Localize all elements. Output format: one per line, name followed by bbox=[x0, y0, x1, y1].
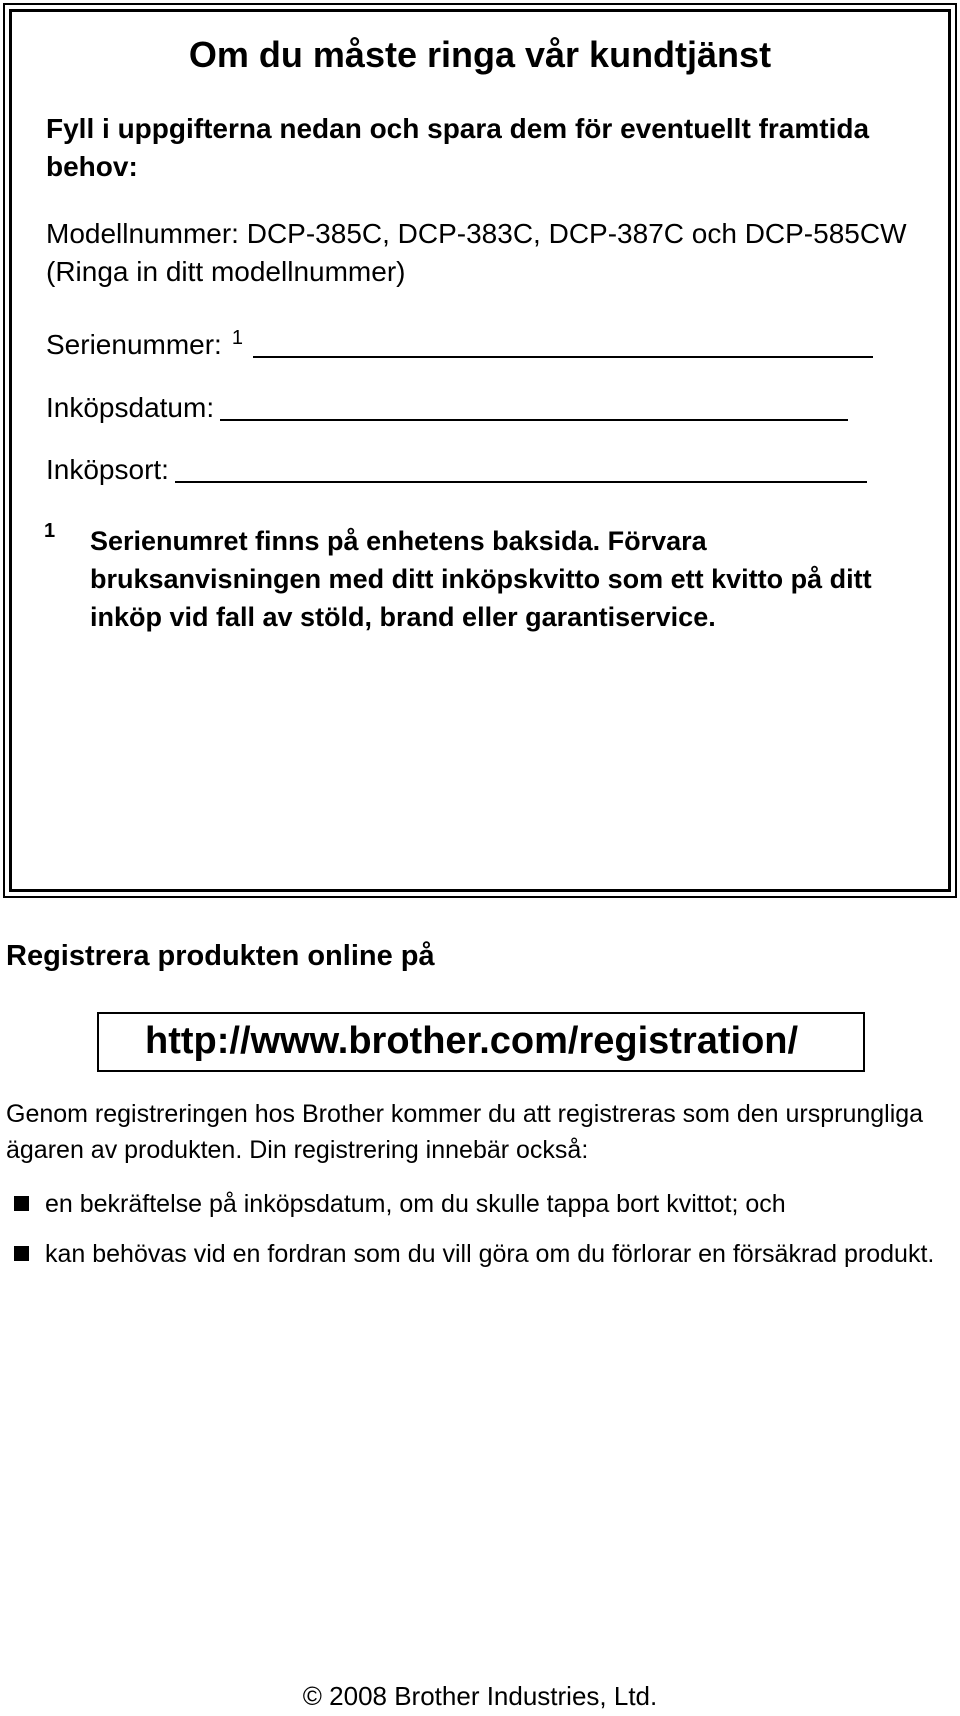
purchase-place-line[interactable] bbox=[175, 481, 867, 483]
square-bullet-icon bbox=[14, 1196, 29, 1211]
copyright-notice: © 2008 Brother Industries, Ltd. bbox=[302, 1681, 658, 1711]
registration-description: Genom registreringen hos Brother kommer du att registreras som den ursprungliga ägaren av produkten. Din registrering innebär också: bbox=[6, 1100, 924, 1164]
purchase-place-field bbox=[46, 447, 914, 487]
instruction-text: Fyll i uppgifterna nedan och spara dem för eventuellt framtida behov: bbox=[46, 113, 870, 182]
list-item bbox=[14, 1186, 944, 1222]
registration-url-link[interactable]: http://www.brother.com/registration/ bbox=[145, 1020, 799, 1062]
list-item bbox=[14, 1236, 944, 1272]
model-number-text: Modellnummer: DCP-385C, DCP-383C, DCP-387C och DCP-585CW (Ringa in ditt modellnummer) bbox=[46, 218, 907, 287]
registration-heading: Registrera produkten online på bbox=[6, 940, 435, 972]
page-title: Om du måste ringa vår kundtjänst bbox=[188, 34, 772, 75]
purchase-date-label: Inköpsdatum: bbox=[46, 392, 215, 423]
serial-number-line[interactable] bbox=[253, 356, 873, 358]
footnote-text: Serienumret finns på enhetens baksida. Förvara bruksanvisningen med ditt inköpskvitto som ett kvitto på ditt inköp vid fall av stöld, brand eller garantiservice. bbox=[90, 526, 872, 632]
list-item-text: en bekräftelse på inköpsdatum, om du skulle tappa bort kvittot; och bbox=[45, 1190, 786, 1218]
purchase-place-label: Inköpsort: bbox=[46, 454, 169, 485]
serial-number-label: Serienummer: bbox=[46, 329, 222, 360]
serial-footnote-ref: 1 bbox=[231, 327, 243, 349]
purchase-date-field bbox=[46, 385, 914, 425]
footnote-mark: 1 bbox=[44, 520, 56, 542]
list-item-text: kan behövas vid en fordran som du vill göra om du förlorar en försäkrad produkt. bbox=[45, 1240, 935, 1268]
serial-number-field bbox=[46, 322, 914, 362]
purchase-date-line[interactable] bbox=[220, 419, 848, 421]
square-bullet-icon bbox=[14, 1246, 29, 1261]
